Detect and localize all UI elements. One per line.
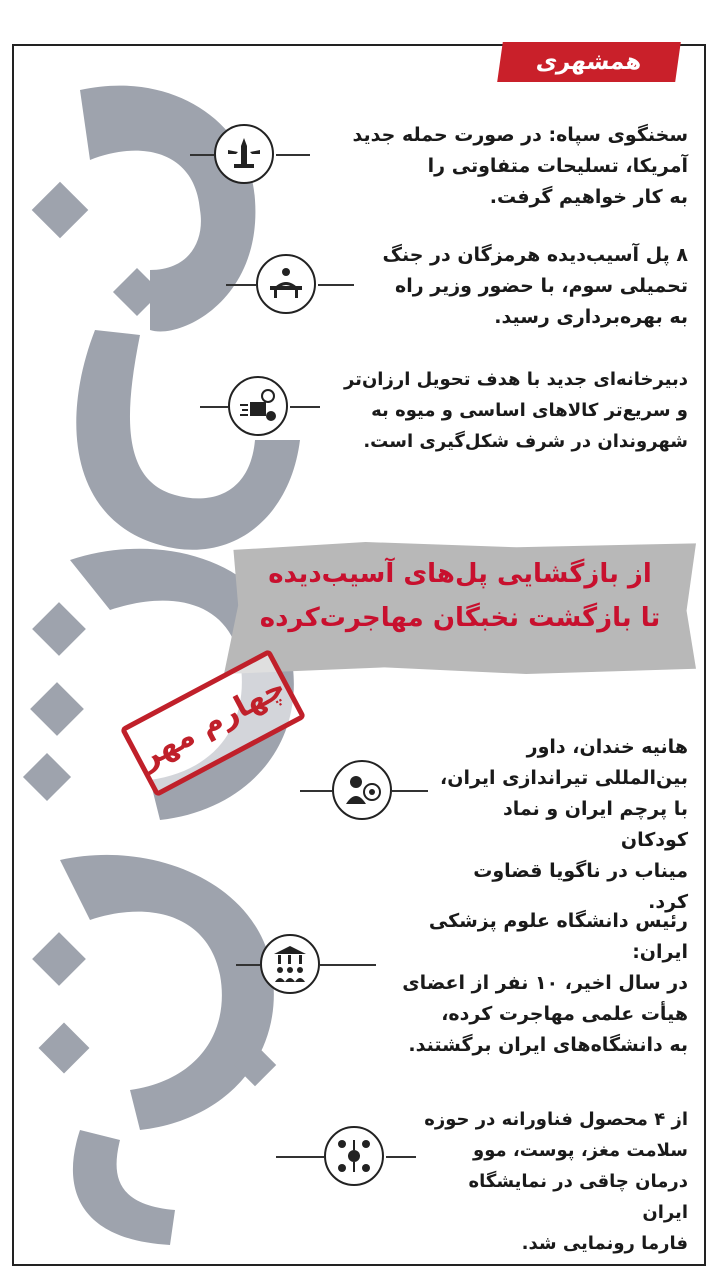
news-item-6: از ۴ محصول فناورانه در حوزه سلامت مغز، پوست، موو درمان چاقی در نمایشگاه ایران فارما رونمایی شد. (424, 1109, 688, 1254)
news-item-2: ۸ پل آسیب‌دیده هرمزگان در جنگ تحمیلی سوم، با حضور وزیر راه به بهره‌برداری رسید. (382, 244, 688, 328)
connector-line (276, 154, 310, 156)
news-item-3: دبیرخانه‌ای جدید با هدف تحویل ارزان‌تر و سریع‌تر کالاهای اساسی و میوه به شهروندان در شرف شکل‌گیری است. (343, 369, 688, 452)
connector-line (190, 154, 214, 156)
missile-icon (214, 124, 274, 184)
connector-line (392, 790, 428, 792)
connector-line (318, 284, 354, 286)
connector-line (236, 964, 260, 966)
connector-line (386, 1156, 416, 1158)
bridge-icon (256, 254, 316, 314)
brand-logo: همشهری (497, 42, 681, 82)
news-item-4: هانیه خندان، داور بین‌المللی تیراندازی ایران، با پرچم ایران و نماد کودکان میناب در ناگویا قضاوت کرد. (440, 736, 688, 913)
date-stamp: چهارم مهر (120, 649, 307, 798)
university-group-icon (260, 934, 320, 994)
connector-line (300, 790, 332, 792)
connector-line (320, 964, 376, 966)
news-item-1: سخنگوی سپاه: در صورت حمله جدید آمریکا، تسلیحات متفاوتی را به کار خواهیم گرفت. (352, 124, 688, 208)
connector-line (290, 406, 320, 408)
connector-line (226, 284, 256, 286)
news-item-5: رئیس دانشگاه علوم پزشکی ایران: در سال اخیر، ۱۰ نفر از اعضای هیأت علمی مهاجرت کرده، به دانشگاه‌های ایران برگشتند. (402, 910, 688, 1056)
headline-title: از بازگشایی پل‌های آسیب‌دیده تا بازگشت نخبگان مهاجرت‌کرده (259, 559, 661, 633)
fast-delivery-icon (228, 376, 288, 436)
connector-line (200, 406, 228, 408)
shooting-referee-icon (332, 760, 392, 820)
connector-line (276, 1156, 324, 1158)
health-tech-icon (324, 1126, 384, 1186)
